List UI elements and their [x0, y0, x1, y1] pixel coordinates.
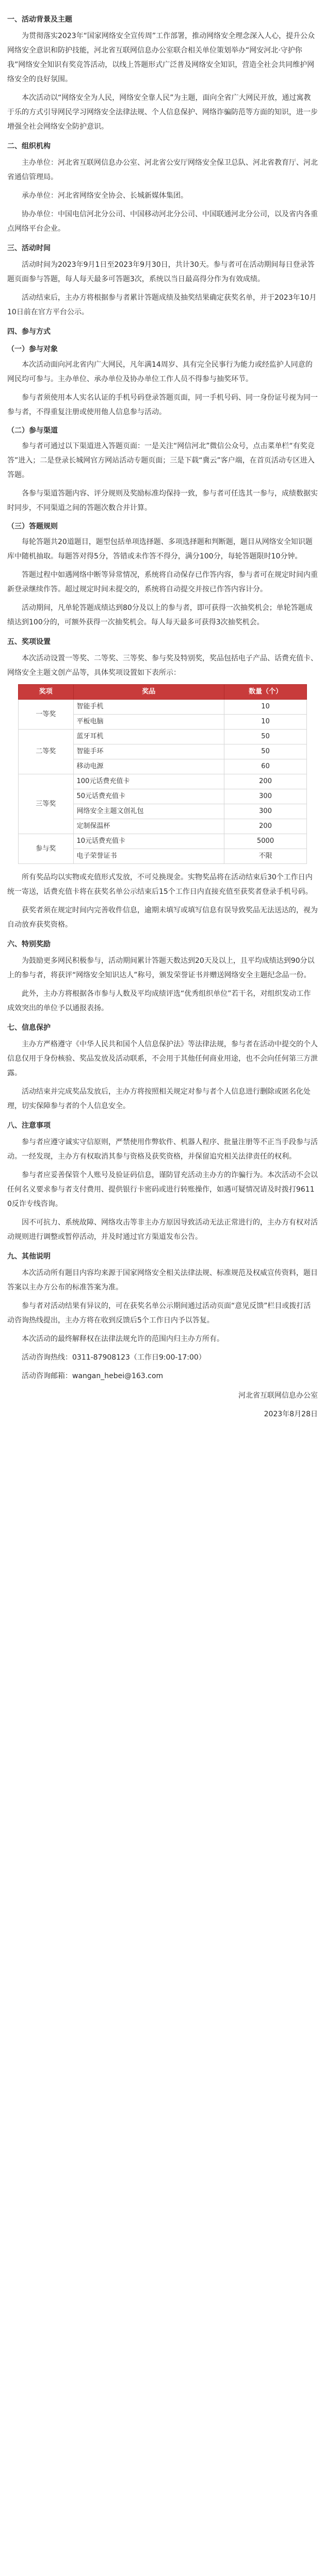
prize-quantity: 300: [224, 789, 307, 804]
paragraph: 因不可抗力、系统故障、网络攻击等非主办方原因导致活动无法正常进行的，主办方有权对活动规则进行调整或暂停活动，并及时通过官方渠道发布公告。: [7, 1218, 318, 1241]
paragraph: 本次活动的最终解释权在法律法规允许的范围内归主办方所有。: [22, 1335, 224, 1343]
paragraph: 所有奖品均以实物或充值形式发放，不可兑换现金。实物奖品将在活动结束后30个工作日内统一寄送，话费充值卡将在获奖名单公示结束后15个工作日内直接充值至获奖者登录手机号码。: [7, 873, 313, 896]
section-heading: 三、活动时间: [7, 244, 51, 252]
prize-quantity: 50: [224, 744, 307, 759]
paragraph: 活动咨询热线：0311-87908123（工作日9:00-17:00）: [22, 1353, 206, 1362]
paragraph: 每轮答题共20道题目，题型包括单项选择题、多项选择题和判断题，题目从网络安全知识题库中随机抽取。每题答对得5分，答错或未作答不得分，满分100分，每轮答题限时10分钟。: [7, 538, 313, 561]
section-heading: 五、奖项设置: [7, 638, 51, 646]
article-body: [7, 12, 318, 1383]
prize-category: 一等奖: [19, 700, 73, 730]
subsection-heading: （一）参与对象: [7, 345, 58, 353]
footer-date: 2023年8月28日: [264, 1410, 318, 1418]
paragraph: 本次活动设置一等奖、二等奖、三等奖、参与奖及特别奖，奖品包括电子产品、话费充值卡、网络安全主题文创产品等，具体奖项设置如下表所示：: [7, 654, 318, 677]
paragraph: 答题过程中如遇网络中断等异常情况，系统将自动保存已作答内容，参与者可在规定时间内重新登录继续作答。超过规定时间未提交的，系统将自动提交并按已作答内容计分。: [7, 571, 318, 594]
table-header-cell: 奖项: [19, 685, 73, 700]
paragraph: 承办单位：河北省网络安全协会、长城新媒体集团。: [22, 192, 188, 200]
prize-category: 二等奖: [19, 730, 73, 774]
table-row: [19, 730, 307, 744]
article-footer: [7, 1388, 318, 1421]
prize-item: 10元话费充值卡: [73, 834, 224, 849]
footer-org: 河北省互联网信息办公室: [238, 1392, 318, 1400]
prize-item: 蓝牙耳机: [73, 730, 224, 744]
table-row: [19, 774, 307, 789]
prize-item: 平板电脑: [73, 715, 224, 730]
prize-quantity: 10: [224, 715, 307, 730]
paragraph: 参与者对活动结果有异议的，可在获奖名单公示期间通过活动页面“意见反馈”栏目或拨打活动咨询热线提出，主办方将在收到反馈后5个工作日内予以答复。: [7, 1302, 311, 1325]
section-heading: 六、特别奖励: [7, 940, 51, 948]
paragraph: 本次活动所有题目内容均来源于国家网络安全相关法律法规、标准规范及权威宣传资料，题目答案以主办方公布的标准答案为准。: [7, 1269, 318, 1292]
prize-item: 100元话费充值卡: [73, 774, 224, 789]
paragraph: 此外，主办方将根据各市参与人数及平均成绩评选“优秀组织单位”若干名，对组织发动工作成效突出的单位予以通报表扬。: [7, 990, 311, 1012]
paragraph: 为鼓励更多网民积极参与，活动期间累计答题天数达到20天及以上，且平均成绩达到90分以上的参与者，将获评“网络安全知识达人”称号，颁发荣誉证书并赠送网络安全主题纪念品一份。: [7, 957, 315, 979]
prize-quantity: 50: [224, 730, 307, 744]
paragraph: 活动咨询邮箱：wangan_hebei@163.com: [22, 1372, 164, 1380]
section-heading: 九、其他说明: [7, 1252, 51, 1261]
prize-quantity: 5000: [224, 834, 307, 849]
paragraph: 参与者应妥善保管个人账号及验证码信息，谨防冒充活动主办方的诈骗行为。本次活动不会以任何名义要求参与者支付费用、提供银行卡密码或进行转账操作，如遇可疑情况请及时拨打96110反诈专线咨询。: [7, 1171, 318, 1208]
paragraph: 主办方严格遵守《中华人民共和国个人信息保护法》等法律法规，参与者在活动中提交的个人信息仅用于身份核验、奖品发放及活动联系，不会用于其他任何商业用途，也不会向任何第三方泄露。: [7, 1040, 318, 1077]
paragraph: 为贯彻落实2023年“国家网络安全宣传周”工作部署，推动网络安全理念深入人心，提升公众网络安全意识和防护技能，河北省互联网信息办公室联合相关单位策划举办“网安河北·守护你我”网络安全知识有奖竞答活动，以线上答题形式广泛普及网络安全知识，营造全社会共同维护网络安全的良好氛围。: [7, 32, 315, 83]
paragraph: 协办单位：中国电信河北分公司、中国移动河北分公司、中国联通河北分公司，以及省内各重点网络平台企业。: [7, 210, 318, 233]
prize-item: 移动电源: [73, 759, 224, 774]
table-row: [19, 834, 307, 849]
paragraph: 参与者可通过以下渠道进入答题页面：一是关注“网信河北”微信公众号，点击菜单栏“有奖竞答”进入；二是登录长城网官方网站活动专题页面；三是下载“冀云”客户端，在首页活动专区进入答题。: [7, 442, 315, 479]
paragraph: 参与者须使用本人实名认证的手机号码登录答题页面，同一手机号码、同一身份证号视为同一参与者，不得重复注册或使用他人信息参与活动。: [7, 394, 318, 416]
section-heading: 七、信息保护: [7, 1024, 51, 1032]
prize-item: 50元话费充值卡: [73, 789, 224, 804]
prize-table: [18, 684, 307, 864]
prize-quantity: 200: [224, 774, 307, 789]
paragraph: 本次活动以“网络安全为人民，网络安全靠人民”为主题，面向全省广大网民开放，通过寓教于乐的方式引导网民学习网络安全法律法规、个人信息保护、网络诈骗防范等方面的知识，进一步增强全社会网络安全防护意识。: [7, 94, 318, 131]
prize-quantity: 200: [224, 819, 307, 834]
section-heading: 四、参与方式: [7, 328, 51, 336]
prize-quantity: 10: [224, 700, 307, 715]
prize-category: 参与奖: [19, 834, 73, 864]
paragraph: 活动时间为2023年9月1日至2023年9月30日，共计30天。参与者可在活动期间每日登录答题页面参与答题，每人每天最多可答题3次，系统以当日最高得分作为有效成绩。: [7, 261, 315, 283]
subsection-heading: （二）参与渠道: [7, 427, 58, 435]
prize-item: 定制保温杯: [73, 819, 224, 834]
prize-item: 智能手机: [73, 700, 224, 715]
paragraph: 本次活动面向河北省内广大网民，凡年满14周岁、具有完全民事行为能力或经监护人同意的网民均可参与。主办单位、承办单位及协办单位工作人员不得参与抽奖环节。: [7, 361, 313, 383]
section-heading: 八、注意事项: [7, 1122, 51, 1130]
section-heading: 一、活动背景及主题: [7, 15, 72, 24]
section-heading: 二、组织机构: [7, 142, 51, 150]
table-header-cell: 奖品: [73, 685, 224, 700]
subsection-heading: （三）答题规则: [7, 522, 58, 531]
paragraph: 活动结束后，主办方将根据参与者累计答题成绩及抽奖结果确定获奖名单，并于2023年10月10日前在官方平台公示。: [7, 294, 317, 316]
prize-category: 三等奖: [19, 774, 73, 834]
table-row: [19, 700, 307, 715]
prize-quantity: 不限: [224, 849, 307, 864]
paragraph: 各参与渠道答题内容、评分规则及奖励标准均保持一致，参与者可任选其一参与，成绩数据实时同步，不同渠道之间的答题次数合并计算。: [7, 489, 318, 512]
table-header-cell: 数量（个）: [224, 685, 307, 700]
prize-quantity: 60: [224, 759, 307, 774]
prize-item: 智能手环: [73, 744, 224, 759]
paragraph: 主办单位：河北省互联网信息办公室、河北省公安厅网络安全保卫总队、河北省教育厅、河北省通信管理局。: [7, 159, 318, 181]
prize-item: 电子荣誉证书: [73, 849, 224, 864]
prize-item: 网络安全主题文创礼包: [73, 804, 224, 819]
paragraph: 活动期间，凡单轮答题成绩达到80分及以上的参与者，即可获得一次抽奖机会；单轮答题成绩达到100分的，可额外获得一次抽奖机会。每人每天最多可获得3次抽奖机会。: [7, 604, 313, 626]
paragraph: 获奖者须在规定时间内完善收件信息，逾期未填写或填写信息有误导致奖品无法送达的，视为自动放弃获奖资格。: [7, 906, 318, 929]
prize-quantity: 300: [224, 804, 307, 819]
paragraph: 活动结束并完成奖品发放后，主办方将按照相关规定对参与者个人信息进行删除或匿名化处理，切实保障参与者的个人信息安全。: [7, 1088, 311, 1110]
paragraph: 参与者应遵守诚实守信原则，严禁使用作弊软件、机器人程序、批量注册等不正当手段参与活动。一经发现，主办方有权取消其参与资格及获奖资格，并保留追究相关法律责任的权利。: [7, 1138, 318, 1161]
